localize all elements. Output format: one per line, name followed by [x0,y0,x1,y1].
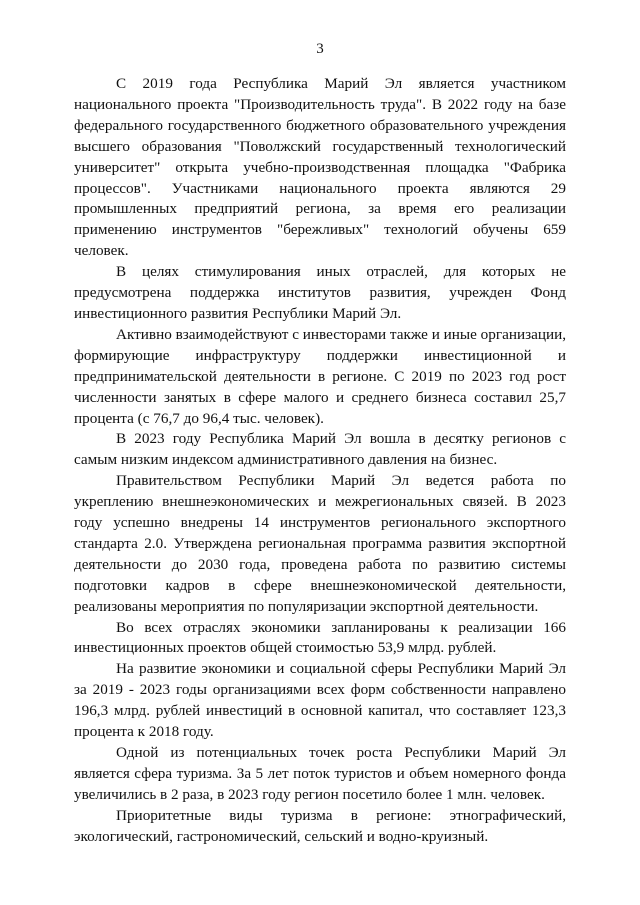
document-body [74,74,566,848]
paragraph-investment-projects: Во всех отраслях экономики запланированы к реализации 166 инвестиционных проектов общей стоимостью 53,9 млрд. рублей. [74,618,566,657]
page-number: 3 [316,41,324,57]
paragraph-capital-investment: На развитие экономики и социальной сферы Республики Марий Эл за 2019 - 2023 годы организациями всех форм собственности направлено 196,3 млрд. рублей инвестиций в основной капитал, что составляет 123,3 процента к 2018 году. [74,660,566,741]
paragraph-investor-organizations: Активно взаимодействуют с инвесторами также и иные организации, формирующие инфраструктуру поддержки инвестиционной и предпринимательской деятельности в регионе. С 2019 по 2023 год рост численности занятых в сфере малого и среднего бизнеса составил 25,7 процента (с 76,7 до 96,4 тыс. человек). [74,325,566,427]
paragraph-investment-fund: В целях стимулирования иных отраслей, для которых не предусмотрена поддержка институтов развития, учрежден Фонд инвестиционного развития Республики Марий Эл. [74,263,566,322]
paragraph-productivity-project: С 2019 года Республика Марий Эл является участником национального проекта "Производительность труда". В 2022 году на базе федерального государственного бюджетного образовательного учреждения высшего образования "Поволжский государственный технологический университет" открыта учебно-производственная площадка "Фабрика процессов". Участниками национального проекта являются 29 промышленных предприятий региона, за время его реализации применению инструментов "бережливых" технологий обучены 659 человек. [74,75,566,260]
paragraph-tourism-growth: Одной из потенциальных точек роста Республики Марий Эл является сфера туризма. За 5 лет поток туристов и объем номерного фонда увеличились в 2 раза, в 2023 году регион посетило более 1 млн. человек. [74,744,566,803]
paragraph-administrative-pressure: В 2023 году Республика Марий Эл вошла в десятку регионов с самым низким индексом административного давления на бизнес. [74,430,566,469]
paragraph-tourism-types: Приоритетные виды туризма в регионе: этнографический, экологический, гастрономический, сельский и водно-круизный. [74,806,566,845]
paragraph-foreign-economic-relations: Правительством Республики Марий Эл ведется работа по укреплению внешнеэкономических и межрегиональных связей. В 2023 году успешно внедрены 14 инструментов регионального экспортного стандарта 2.0. Утверждена региональная программа развития экспортной деятельности до 2030 года, проведена работа по развитию системы подготовки кадров в сфере внешнеэкономической деятельности, реализованы мероприятия по популяризации экспортной деятельности. [74,472,566,615]
